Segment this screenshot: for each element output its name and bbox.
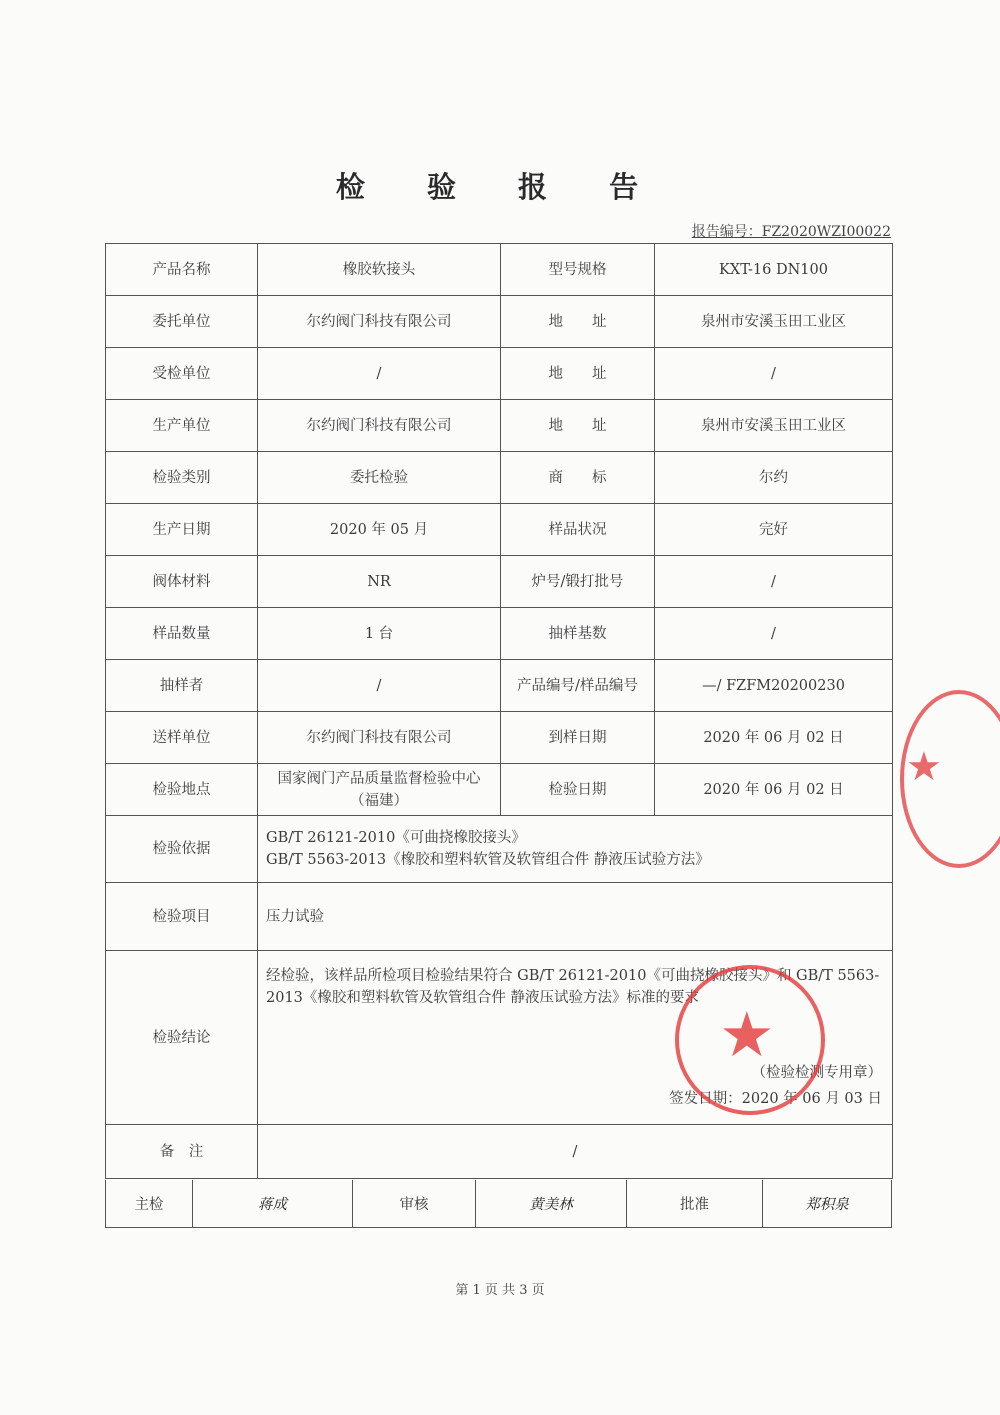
items-row <box>106 883 893 951</box>
conclusion-label: 检验结论 <box>106 951 258 1125</box>
field-value: / <box>655 608 893 660</box>
table-row <box>106 504 893 556</box>
signature-row <box>105 1180 892 1228</box>
field-value: 2020 年 06 月 02 日 <box>655 712 893 764</box>
table-row <box>106 244 893 296</box>
field-value: / <box>655 348 893 400</box>
field-label: 抽样基数 <box>501 608 655 660</box>
field-label: 产品编号/样品编号 <box>501 660 655 712</box>
star-icon: ★ <box>719 998 775 1071</box>
remarks-label: 备 注 <box>106 1125 258 1179</box>
inspector-label: 主检 <box>106 1180 193 1227</box>
field-label: 产品名称 <box>106 244 258 296</box>
table-row <box>106 660 893 712</box>
field-value: 尔约阀门科技有限公司 <box>258 296 501 348</box>
field-label: 到样日期 <box>501 712 655 764</box>
field-label: 抽样者 <box>106 660 258 712</box>
field-label: 样品数量 <box>106 608 258 660</box>
field-value: 国家阀门产品质量监督检验中心（福建） <box>258 764 501 816</box>
field-label: 生产日期 <box>106 504 258 556</box>
field-label: 生产单位 <box>106 400 258 452</box>
partial-seal <box>900 690 1000 868</box>
official-seal <box>675 965 825 1115</box>
basis-label: 检验依据 <box>106 816 258 883</box>
field-value: 泉州市安溪玉田工业区 <box>655 296 893 348</box>
field-value: 2020 年 05 月 <box>258 504 501 556</box>
field-label: 送样单位 <box>106 712 258 764</box>
field-value: 完好 <box>655 504 893 556</box>
basis-row <box>106 816 893 883</box>
field-label: 受检单位 <box>106 348 258 400</box>
items-value: 压力试验 <box>258 883 893 951</box>
inspector-signature: 蒋成 <box>193 1180 353 1227</box>
page-footer: 第 1 页 共 3 页 <box>455 1283 545 1298</box>
field-value: KXT-16 DN100 <box>655 244 893 296</box>
remarks-value: / <box>258 1125 893 1179</box>
table-row <box>106 452 893 504</box>
approver-label: 批准 <box>627 1180 763 1227</box>
field-label: 阀体材料 <box>106 556 258 608</box>
items-label: 检验项目 <box>106 883 258 951</box>
field-label: 样品状况 <box>501 504 655 556</box>
document-title: 检 验 报 告 <box>335 170 665 204</box>
field-label: 地 址 <box>501 400 655 452</box>
table-row <box>106 764 893 816</box>
basis-line: GB/T 26121-2010《可曲挠橡胶接头》 <box>266 830 526 846</box>
field-value: 委托检验 <box>258 452 501 504</box>
field-value: 尔约阀门科技有限公司 <box>258 400 501 452</box>
field-value: —/ FZFM20200230 <box>655 660 893 712</box>
field-value: 尔约阀门科技有限公司 <box>258 712 501 764</box>
field-label: 检验类别 <box>106 452 258 504</box>
field-value: 1 台 <box>258 608 501 660</box>
field-label: 型号规格 <box>501 244 655 296</box>
table-row <box>106 712 893 764</box>
field-label: 地 址 <box>501 296 655 348</box>
reviewer-signature: 黄美林 <box>476 1180 627 1227</box>
field-value: 尔约 <box>655 452 893 504</box>
field-value: 泉州市安溪玉田工业区 <box>655 400 893 452</box>
field-label: 委托单位 <box>106 296 258 348</box>
field-label: 检验日期 <box>501 764 655 816</box>
table-row <box>106 608 893 660</box>
table-row <box>106 556 893 608</box>
field-value: / <box>655 556 893 608</box>
conclusion-text: 经检验，该样品所检项目检验结果符合 GB/T 26121-2010《可曲挠橡胶接头》和 GB/T 5563-2013《橡胶和塑料软管及软管组合件 静液压试验方法》标准的要求 <box>266 968 880 1006</box>
field-value: 橡胶软接头 <box>258 244 501 296</box>
issue-date: 签发日期：2020 年 06 月 03 日 <box>669 1091 882 1107</box>
remarks-row <box>106 1125 893 1179</box>
report-number: 报告编号：FZ2020WZI00022 <box>691 224 891 240</box>
field-label: 炉号/锻打批号 <box>501 556 655 608</box>
table-row <box>106 400 893 452</box>
approver-signature: 郑积泉 <box>805 1197 849 1213</box>
table-row <box>106 296 893 348</box>
field-label: 商 标 <box>501 452 655 504</box>
field-value: / <box>258 660 501 712</box>
field-label: 检验地点 <box>106 764 258 816</box>
star-icon: ★ <box>906 744 942 790</box>
field-label: 地 址 <box>501 348 655 400</box>
field-value: / <box>258 348 501 400</box>
seal-note: （检验检测专用章） <box>751 1065 882 1081</box>
table-row <box>106 348 893 400</box>
field-value: 2020 年 06 月 02 日 <box>655 764 893 816</box>
reviewer-label: 审核 <box>353 1180 476 1227</box>
field-value: NR <box>258 556 501 608</box>
basis-line: GB/T 5563-2013《橡胶和塑料软管及软管组合件 静液压试验方法》 <box>266 852 710 868</box>
